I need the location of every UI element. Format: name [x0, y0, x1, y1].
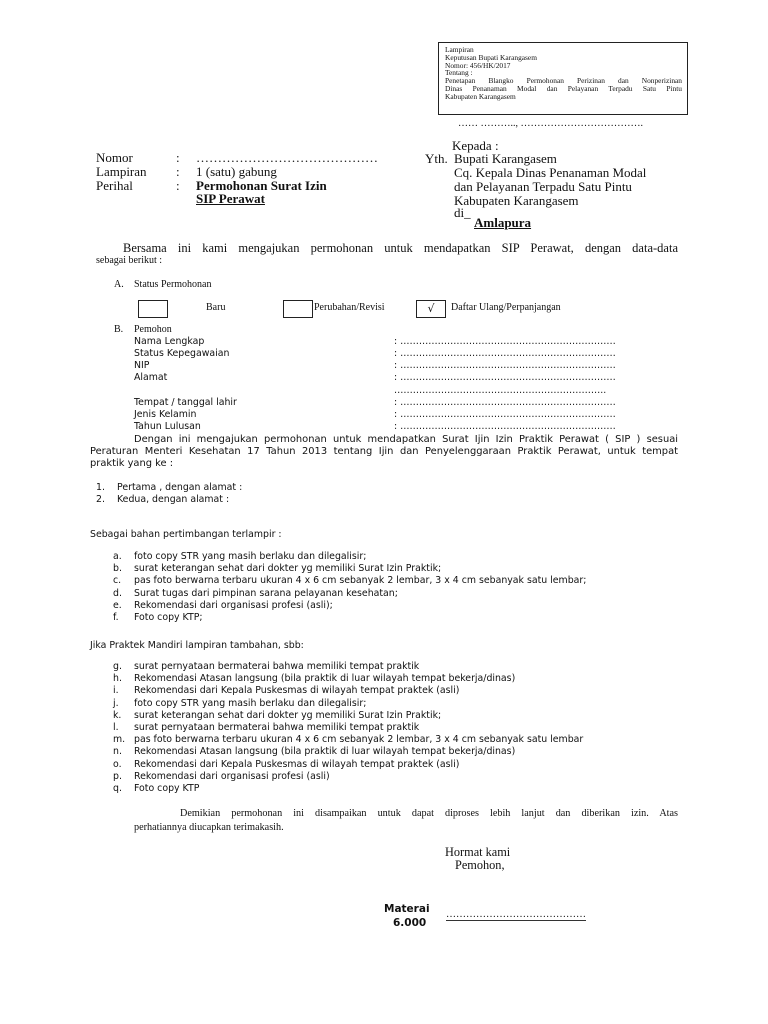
section-b-letter: B. [114, 324, 124, 335]
mandiri-item-text: Rekomendasi dari organisasi profesi (asli) [134, 770, 330, 782]
mandiri-item-letter: n. [113, 746, 122, 758]
mandiri-item-text: surat pernyataan bermaterai bahwa memiliki tempat praktik [134, 661, 420, 672]
signature-line[interactable]: …………………………………… [446, 909, 586, 920]
perihal-colon: : [176, 178, 180, 193]
mandiri-item-letter: k. [113, 709, 122, 721]
decree-subject-line2: Dinas Penanaman Modal dan Pelayanan Terpadu Satu Pintu [445, 83, 682, 93]
mandiri-item-text: foto copy STR yang masih berlaku dan dilegalisir; [134, 697, 367, 709]
place-date-line: …… ……….., ………………………………. [458, 118, 643, 129]
attachment-item-text: pas foto berwarna terbaru ukuran 4 x 6 cm sebanyak 2 lembar, 3 x 4 cm sebanyak satu lembar; [134, 575, 587, 587]
status-revisi-label: Perubahan/Revisi [314, 302, 385, 313]
mandiri-item-text: surat pernyataan bermaterai bahwa memiliki tempat praktik [134, 722, 420, 733]
recipient-line1: Bupati Karangasem [454, 151, 557, 166]
mandiri-item-letter: o. [113, 758, 122, 770]
attachment-item-letter: d. [113, 587, 122, 599]
field-label-ttl: Tempat / tanggal lahir [134, 397, 237, 408]
checkmark-icon: √ [427, 302, 435, 315]
nomor-label: Nomor [96, 150, 133, 165]
decree-subject-line3: Kabupaten Karangasem [445, 91, 516, 101]
mandiri-item-letter: j. [113, 697, 119, 709]
field-value-jenis-kelamin[interactable]: : …………………………………………………………… [394, 409, 616, 420]
recipient-line3: dan Pelayanan Terpadu Satu Pintu [454, 179, 632, 194]
intro-line1: Bersama ini kami mengajukan permohonan untuk mendapatkan SIP Perawat, dengan data-data [123, 241, 678, 255]
body-para-line2: Peraturan Menteri Kesehatan 17 Tahun 2013 tentang Ijin dan Penyelenggaraan Praktik Perawat, untuk tempat [90, 446, 678, 457]
decree-label: Lampiran [445, 45, 474, 54]
kepada-label: Kepada : [452, 138, 499, 153]
mandiri-item-letter: l. [113, 722, 119, 733]
field-label-tahun-lulusan: Tahun Lulusan [134, 421, 201, 432]
field-label-jenis-kelamin: Jenis Kelamin [134, 409, 197, 420]
lampiran-colon: : [176, 164, 180, 179]
yth-label: Yth. [425, 151, 448, 166]
perihal-value-sub: SIP Perawat [196, 191, 265, 206]
attachment-item-text: foto copy STR yang masih berlaku dan dilegalisir; [134, 551, 367, 562]
status-revisi-checkbox[interactable] [283, 300, 313, 318]
attachment-item-letter: b. [113, 563, 122, 575]
mandiri-item-text: Foto copy KTP [134, 783, 200, 794]
body-para-line1: Dengan ini mengajukan permohonan untuk mendapatkan Surat Ijin Izin Praktik Perawat ( SIP ) sesuai [134, 434, 678, 445]
mandiri-item-text: pas foto berwarna terbaru ukuran 4 x 6 cm sebanyak 2 lembar, 3 x 4 cm sebanyak satu lembar [134, 734, 584, 746]
mandiri-title: Jika Praktek Mandiri lampiran tambahan, sbb: [90, 640, 304, 651]
lampiran-label: Lampiran [96, 164, 147, 179]
status-baru-label: Baru [206, 302, 226, 313]
intro-line2: sebagai berikut : [96, 255, 163, 266]
mandiri-item-text: Rekomendasi dari Kepala Puskesmas di wilayah tempat praktek (asli) [134, 685, 460, 697]
materai-amount: 6.000 [393, 917, 427, 929]
field-label-alamat: Alamat [134, 372, 168, 383]
decree-subject-line1: Penetapan Blangko Permohonan Perizinan dan Nonperizinan [445, 76, 682, 86]
decree-reference-box [438, 42, 688, 115]
section-b-title: Pemohon [134, 324, 172, 335]
body-para-line3: praktik yang ke : [90, 458, 174, 469]
field-label-nip: NIP [134, 360, 150, 371]
mandiri-item-letter: i. [113, 685, 119, 697]
closing-line2: perhatiannya diucapkan terimakasih. [134, 822, 284, 833]
field-value-status[interactable]: : …………………………………………………………… [394, 348, 616, 359]
decree-number: Nomor: 456/HK/2017 [445, 60, 511, 70]
field-label-status: Status Kepegawaian [134, 348, 230, 359]
materai-label: Materai [384, 903, 430, 915]
field-value-tahun-lulusan[interactable]: : …………………………………………………………… [394, 421, 616, 432]
mandiri-item-letter: g. [113, 661, 122, 672]
field-label-nama: Nama Lengkap [134, 336, 205, 347]
mandiri-item-letter: m. [113, 734, 126, 746]
mandiri-item-text: Rekomendasi dari Kepala Puskesmas di wilayah tempat praktek (asli) [134, 758, 460, 770]
attachment-item-text: Surat tugas dari pimpinan sarana pelayanan kesehatan; [134, 587, 398, 599]
mandiri-item-letter: h. [113, 673, 122, 685]
perihal-value: Permohonan Surat Izin [196, 178, 327, 193]
place-text-1: Pertama , dengan alamat : [117, 482, 243, 493]
decree-title: Keputusan Bupati Karangasem [445, 52, 537, 62]
mandiri-item-text: Rekomendasi Atasan langsung (bila praktik di luar wilayah tempat bekerja/dinas) [134, 746, 516, 758]
signature-role: Pemohon, [455, 858, 505, 872]
signature-greeting: Hormat kami [445, 845, 511, 859]
nomor-colon: : [176, 150, 180, 165]
mandiri-item-text: surat keterangan sehat dari dokter yg memiliki Surat Izin Praktik; [134, 709, 442, 721]
field-value-ttl[interactable]: : …………………………………………………………… [394, 397, 616, 408]
attachments-title: Sebagai bahan pertimbangan terlampir : [90, 529, 282, 540]
recipient-line4: Kabupaten Karangasem [454, 193, 579, 208]
attachment-item-letter: f. [113, 612, 119, 623]
status-baru-checkbox[interactable] [138, 300, 168, 318]
attachment-item-text: Rekomendasi dari organisasi profesi (asli); [134, 599, 333, 611]
attachment-item-letter: e. [113, 599, 122, 611]
field-value-alamat[interactable]: : …………………………………………………………… [394, 372, 616, 383]
recipient-line2: Cq. Kepala Dinas Penanaman Modal [454, 165, 647, 180]
field-value-nip[interactable]: : …………………………………………………………… [394, 360, 616, 371]
lampiran-value: 1 (satu) gabung [196, 164, 277, 179]
status-perpanjangan-label: Daftar Ulang/Perpanjangan [451, 302, 561, 313]
place-num-2: 2. [96, 494, 105, 505]
mandiri-item-text: Rekomendasi Atasan langsung (bila praktik di luar wilayah tempat bekerja/dinas) [134, 673, 516, 685]
decree-about-label: Tentang : [445, 68, 473, 78]
place-num-1: 1. [96, 482, 105, 493]
recipient-di: di_ [454, 205, 471, 220]
section-a-title: Status Permohonan [134, 279, 212, 290]
field-value-nama[interactable]: : …………………………………………………………… [394, 336, 616, 347]
closing-line1: Demikian permohonan ini disampaikan untuk dapat diproses lebih lanjut dan diberikan izin. Atas [180, 808, 678, 819]
attachment-item-text: surat keterangan sehat dari dokter yg memiliki Surat Izin Praktik; [134, 563, 442, 575]
attachment-item-letter: a. [113, 551, 122, 562]
mandiri-item-letter: p. [113, 770, 122, 782]
nomor-value: …………………………………… [196, 150, 378, 165]
attachment-item-text: Foto copy KTP; [134, 612, 203, 623]
perihal-label: Perihal [96, 178, 133, 193]
status-perpanjangan-checkbox[interactable] [416, 300, 446, 318]
recipient-city: Amlapura [474, 215, 532, 230]
place-text-2: Kedua, dengan alamat : [117, 494, 230, 505]
attachment-item-letter: c. [113, 575, 122, 587]
section-a-letter: A. [114, 279, 124, 290]
field-value-alamat-2[interactable]: ………………………………………………………….. [394, 385, 607, 396]
mandiri-item-letter: q. [113, 783, 122, 794]
